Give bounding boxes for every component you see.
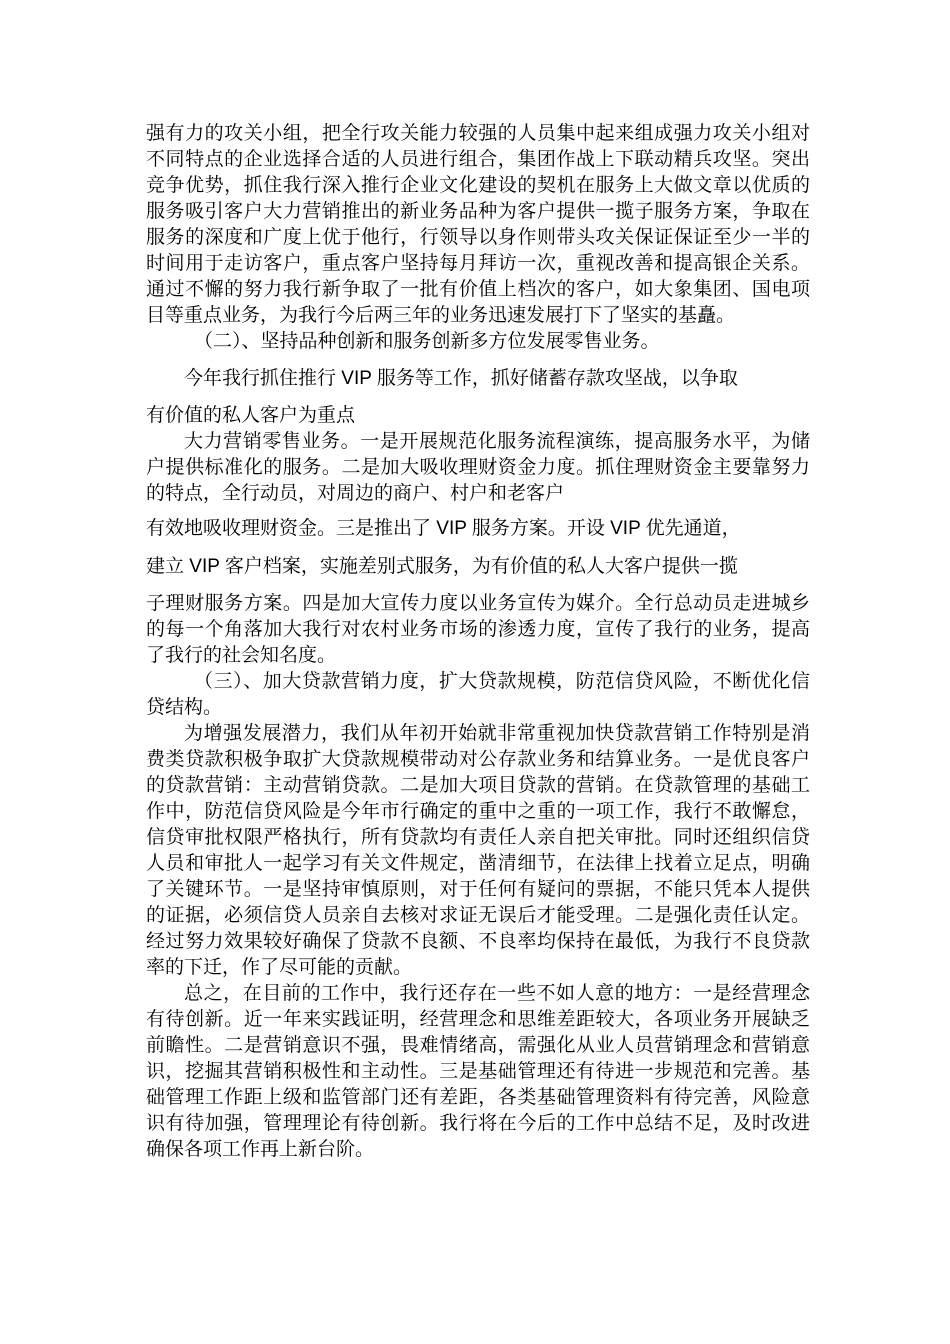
paragraph-client-marketing: 强有力的攻关小组，把全行攻关能力较强的人员集中起来组成强力攻关小组对不同特点的企业选择合适的人员进行组合，集团作战上下联动精兵攻坚。突出竞争优势，抓住我行深入推行企业文化建设的契机在服务上大做文章以优质的服务吸引客户大力营销推出的新业务品种为客户提供一揽子服务方案，争取在服务的深度和广度上优于他行，行领导以身作则带头攻关保证保证至少一半的时间用于走访客户，重点客户坚持每月拜访一次，重视改善和提高银企关系。通过不懈的努力我行新争取了一批有价值上档次的客户，如大象集团、国电项目等重点业务，为我行今后两三年的业务迅速发展打下了坚实的基矗。	[146, 122, 810, 326]
section-heading-loans: （三）、加大贷款营销力度，扩大贷款规模，防范信贷风险，不断优化信贷结构。	[146, 670, 810, 718]
paragraph-vip-line-1: 今年我行抓住推行 VIP 服务等工作，抓好储蓄存款攻坚战，以争取	[184, 368, 738, 389]
paragraph-retail-part-2: 子理财服务方案。四是加大宣传力度以业务宣传为媒介。全行总动员走进城乡的每一个角落加大我行对农村业务市场的渗透力度，宣传了我行的业务，提高了我行的社会知名度。	[146, 592, 810, 666]
paragraph-retail-part-1: 大力营销零售业务。一是开展规范化服务流程演练，提高服务水平，为储户提供标准化的服务。二是加大吸收理财资金力度。抓住理财资金主要靠努力的特点，全行动员，对周边的商户、村户和老客户	[146, 430, 810, 504]
paragraph-summary: 总之，在目前的工作中，我行还存在一些不如人意的地方：一是经营理念有待创新。近一年来实践证明，经营理念和思维差距较大，各项业务开展缺乏前瞻性。二是营销意识不强，畏难情绪高，需强化从业人员营销理念和营销意识，挖掘其营销积极性和主动性。三是基础管理还有待进一步规范和完善。基础管理工作距上级和监管部门还有差距，各类基础管理资料有待完善，风险意识有待加强，管理理论有待创新。我行将在今后的工作中总结不足，及时改进确保各项工作再上新台阶。	[146, 982, 810, 1160]
paragraph-retail-vip-line: 有效地吸收理财资金。三是推出了 VIP 服务方案。开设 VIP 优先通道，	[146, 518, 741, 539]
paragraph-vip-line-2: 有价值的私人客户为重点	[146, 404, 356, 426]
paragraph-loan-marketing: 为增强发展潜力，我们从年初开始就非常重视加快贷款营销工作特别是消费类贷款积极争取扩大贷款规模带动对公存款业务和结算业务。一是优良客户的贷款营销：主动营销贷款。二是加大项目贷款的营销。在贷款管理的基础工作中，防范信贷风险是今年市行确定的重中之重的一项工作，我行不敢懈怠，信贷审批权限严格执行，所有贷款均有责任人亲自把关审批。同时还组织信贷人员和审批人一起学习有关文件规定，凿清细节，在法律上找着立足点，明确了关键环节。一是坚持审慎原则，对于任何有疑问的票据，不能只凭本人提供的证据，必须信贷人员亲自去核对求证无误后才能受理。二是强化责任认定。经过努力效果较好确保了贷款不良额、不良率均保持在最低，为我行不良贷款率的下迁，作了尽可能的贡献。	[146, 722, 810, 978]
paragraph-retail-vip-archive-line: 建立 VIP 客户档案，实施差别式服务，为有价值的私人大客户提供一揽	[146, 556, 738, 577]
document-body	[146, 120, 810, 1162]
section-heading-retail: （二）、坚持品种创新和服务创新多方位发展零售业务。	[194, 330, 660, 352]
